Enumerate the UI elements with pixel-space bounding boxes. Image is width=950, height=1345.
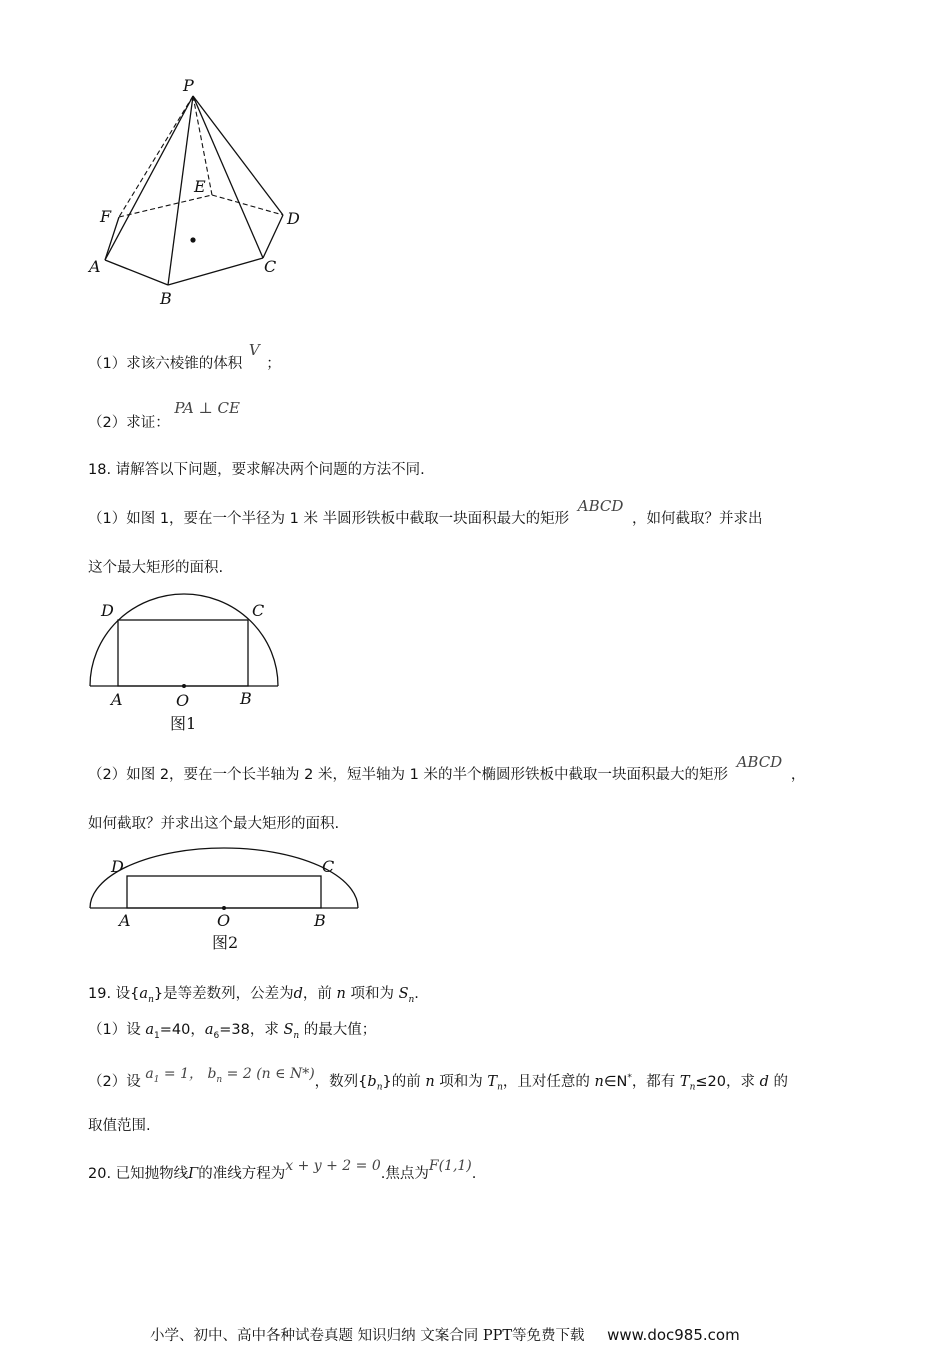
vertex-label-b: B <box>160 289 172 308</box>
q18-part2-line2: 如何截取？并求出这个最大矩形的面积. <box>88 816 340 832</box>
q19-intro <box>88 984 419 1010</box>
q19-part1-sub-n: n <box>293 1030 300 1041</box>
q20-intro <box>88 1158 477 1184</box>
q19-part1-a6: a <box>204 1022 214 1038</box>
q18-part1-rectangle-symbol: ABCD <box>577 497 624 515</box>
q19-subscript-n-2: n <box>408 994 415 1005</box>
q19-part2-d: d <box>759 1073 769 1090</box>
q19-part1-sub-6: 6 <box>213 1030 220 1041</box>
q19-part2-sub-n-3: n <box>689 1082 696 1093</box>
q17-part1 <box>88 341 281 374</box>
q19-formula-b: b <box>207 1065 217 1082</box>
q19-part2-sub-n: n <box>376 1082 383 1093</box>
hexagonal-pyramid-figure <box>0 0 950 320</box>
q19-subscript-n: n <box>148 994 154 1005</box>
q17-part2 <box>88 399 240 433</box>
fig1-label-c: C <box>252 601 265 620</box>
q19-part2-formula <box>145 1065 315 1085</box>
q20-end: . <box>471 1166 477 1182</box>
q19-formula-a: a <box>145 1065 154 1082</box>
q19-part2-text-7: ≤20，求 <box>695 1073 755 1090</box>
q18-part2-rectangle-symbol: ABCD <box>736 753 783 771</box>
q19-part2-line2: 取值范围. <box>88 1118 151 1134</box>
q19-intro-text-2: }是等差数列，公差为 <box>153 986 294 1002</box>
q19-symbol-d: d <box>293 986 303 1002</box>
q19-formula-eq-1: = 1， <box>159 1065 203 1082</box>
q20-directrix-equation: x + y + 2 = 0 <box>285 1158 381 1174</box>
q19-intro-text-3: ，前 <box>302 986 332 1002</box>
q19-intro-text: 19. 设{ <box>88 986 140 1002</box>
q18-part2-text: （2）如图 2，要在一个长半轴为 2 米，短半轴为 1 米的半个椭圆形铁板中截取一块面积最大的矩形 <box>88 767 728 783</box>
q19-part1-sn: S <box>283 1022 294 1038</box>
q19-part2-n: n <box>425 1073 435 1090</box>
q19-part2-line1 <box>88 1065 789 1098</box>
q19-part2-star: * <box>627 1073 632 1083</box>
q20-focus: F(1,1) <box>428 1158 472 1174</box>
fig2-label-o: O <box>217 911 231 930</box>
q19-part1-tail: 的最大值； <box>303 1022 377 1038</box>
q19-part2-text-2: ，数列{ <box>314 1073 368 1090</box>
fig1-label-d: D <box>101 601 114 620</box>
fig2-label-c: C <box>322 857 335 876</box>
q19-intro-text-4: 项和为 <box>350 986 394 1002</box>
q18-part2-line1 <box>88 753 806 785</box>
q19-part2-in: ∈N <box>603 1073 628 1090</box>
q19-part2-text-6: ，都有 <box>631 1073 676 1090</box>
footer <box>150 1324 740 1345</box>
q17-part1-suffix: ； <box>266 356 281 372</box>
q19-part2-b: b <box>367 1073 377 1090</box>
vertex-label-e: E <box>194 177 206 196</box>
q19-part1 <box>88 1020 376 1046</box>
q19-symbol-s: S <box>398 986 409 1002</box>
q19-part2-n-2: n <box>594 1073 604 1090</box>
fig1-label-b: B <box>240 689 252 708</box>
q19-formula-eq-2: = 2 <box>222 1065 252 1082</box>
q19-part2-t: T <box>487 1073 498 1090</box>
q17-part1-text: （1）求该六棱锥的体积 <box>88 356 243 372</box>
q18-part1-line2: 这个最大矩形的面积. <box>88 560 224 576</box>
fig1-caption: 图1 <box>170 714 197 733</box>
figure-2-half-ellipse <box>0 840 400 960</box>
q19-part2-text: （2）设 <box>88 1073 141 1090</box>
q19-part2-text-3: }的前 <box>382 1073 421 1090</box>
q19-symbol-a: a <box>139 986 149 1002</box>
q19-part2-text-8: 的 <box>773 1073 789 1090</box>
q18-part2-text-tail: ， <box>790 767 806 783</box>
q17-volume-symbol: V <box>248 341 260 359</box>
q20-text-3: .焦点为 <box>380 1166 429 1182</box>
q19-part2-t-2: T <box>679 1073 690 1090</box>
q19-part1-text: （1）设 <box>88 1022 141 1038</box>
q19-formula-sub-1: 1 <box>153 1074 160 1085</box>
fig1-label-o: O <box>176 691 190 710</box>
q19-part1-value-1: =40， <box>159 1022 205 1038</box>
footer-url[interactable]: www.doc985.com <box>607 1326 740 1344</box>
fig2-label-d: D <box>111 857 124 876</box>
q19-formula-sub-n: n <box>216 1074 223 1085</box>
q19-part2-sub-n-2: n <box>497 1082 503 1093</box>
fig2-caption: 图2 <box>212 933 239 952</box>
q19-part1-value-2: =38，求 <box>219 1022 279 1038</box>
q18-part1-line1 <box>88 497 763 529</box>
figure-1-semicircle <box>0 590 400 740</box>
q20-gamma: Γ <box>188 1166 199 1182</box>
q19-symbol-n: n <box>336 986 346 1002</box>
q19-formula-condition: (n ∈ N*) <box>256 1065 315 1082</box>
q20-text-2: 的准线方程为 <box>198 1166 286 1182</box>
q19-part2-text-4: 项和为 <box>439 1073 483 1090</box>
q18-intro: 18. 请解答以下问题，要求解决两个问题的方法不同. <box>88 462 425 478</box>
q17-part2-text: （2）求证： <box>88 415 170 431</box>
q19-part2-text-5: ，且对任意的 <box>502 1073 590 1090</box>
q18-part1-text: （1）如图 1，要在一个半径为 1 米 半圆形铁板中截取一块面积最大的矩形 <box>88 511 570 527</box>
vertex-label-a: A <box>89 257 101 276</box>
footer-text: 小学、初中、高中各种试卷真题 知识归纳 文案合同 PPT等免费下载 <box>150 1328 585 1344</box>
q19-part1-a1: a <box>145 1022 154 1038</box>
fig1-label-a: A <box>111 690 123 709</box>
vertex-label-p: P <box>183 76 194 95</box>
q18-part1-text-tail: ，如何截取？并求出 <box>631 511 763 527</box>
q20-text: 20. 已知抛物线 <box>88 1166 189 1182</box>
vertex-label-c: C <box>264 257 277 276</box>
fig2-label-a: A <box>119 911 131 930</box>
q17-perpendicular-statement: PA ⊥ CE <box>174 399 240 417</box>
fig2-label-b: B <box>314 911 326 930</box>
q19-intro-end: . <box>414 986 419 1002</box>
vertex-label-f: F <box>100 207 112 226</box>
vertex-label-d: D <box>287 209 300 228</box>
q19-part1-sub-1: 1 <box>154 1030 160 1041</box>
